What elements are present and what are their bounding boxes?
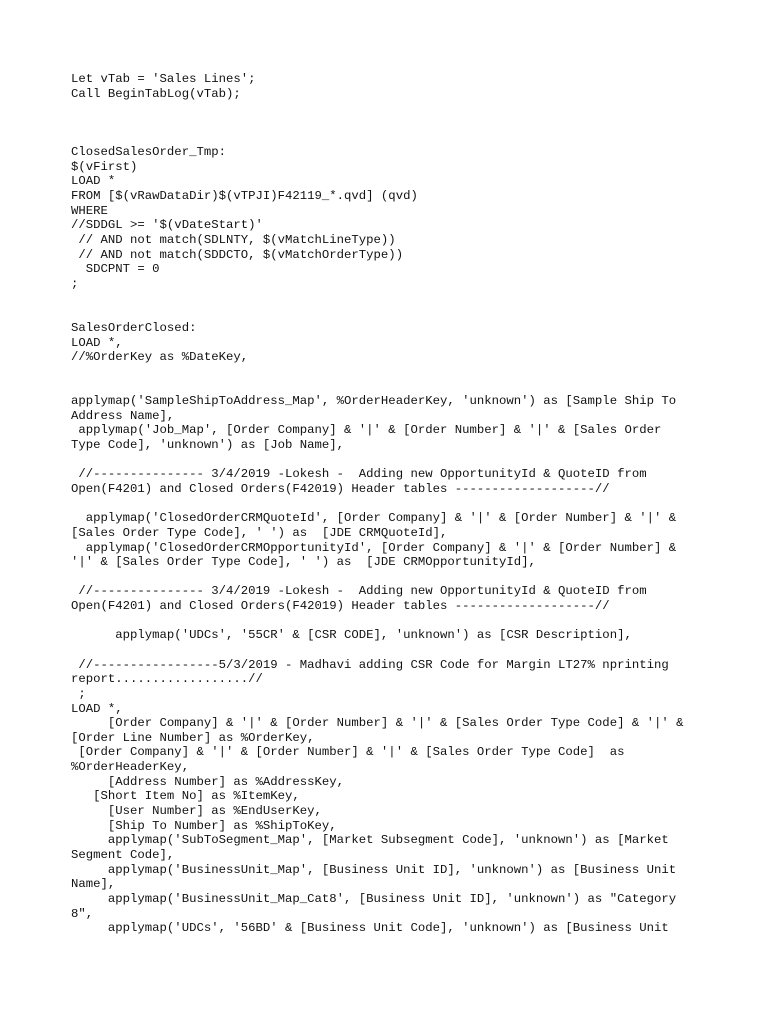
code-line: Let vTab = 'Sales Lines'; [71, 72, 256, 86]
code-line [71, 292, 711, 307]
code-line: LOAD *, [71, 701, 123, 716]
code-line: ; [71, 686, 86, 701]
code-line: [Ship To Number] as %ShipToKey, [71, 818, 337, 833]
code-line: applymap('Job_Map', [Order Company] & '|' & [Order Number] & '|' & [Sales Order [71, 423, 662, 438]
code-line: //SDDGL >= '$(vDateStart)' [71, 218, 263, 233]
code-line: applymap('ClosedOrderCRMQuoteId', [Order Company] & '|' & [Order Number] & '|' & [71, 511, 677, 526]
code-line: Segment Code], [71, 847, 175, 862]
code-line [71, 453, 711, 468]
code-line [71, 643, 711, 658]
code-line: //--------------- 3/4/2019 -Lokesh - Adding new OpportunityId & QuoteID from [71, 584, 647, 599]
code-line: Address Name], [71, 408, 175, 423]
code-line: [Order Company] & '|' & [Order Number] & '|' & [Sales Order Type Code] & '|' & [71, 716, 684, 731]
code-line: [Short Item No] as %ItemKey, [71, 789, 300, 804]
code-line: applymap('UDCs', '56BD' & [Business Unit Code], 'unknown') as [Business Unit [71, 921, 669, 936]
code-line: applymap('BusinessUnit_Map', [Business Unit ID], 'unknown') as [Business Unit [71, 862, 677, 877]
code-line: LOAD * [71, 174, 116, 189]
code-line: applymap('ClosedOrderCRMOpportunityId', [Order Company] & '|' & [Order Number] & [71, 540, 677, 555]
code-line: SDCPNT = 0 [71, 262, 160, 277]
code-line: '|' & [Sales Order Type Code], ' ') as [JDE CRMOpportunityId], [71, 555, 536, 570]
code-line [71, 379, 711, 394]
code-line: SalesOrderClosed: [71, 320, 197, 335]
code-line: [Order Line Number] as %OrderKey, [71, 730, 315, 745]
code-line: WHERE [71, 203, 108, 218]
code-line: Call BeginTabLog(vTab); [71, 86, 241, 101]
code-line [71, 101, 711, 116]
code-line: Name], [71, 877, 116, 892]
code-line: [User Number] as %EndUserKey, [71, 804, 322, 819]
code-document [71, 72, 711, 936]
code-line: [Sales Order Type Code], ' ') as [JDE CRMQuoteId], [71, 525, 448, 540]
code-line: // AND not match(SDDCTO, $(vMatchOrderType)) [71, 247, 404, 262]
code-line: applymap('SampleShipToAddress_Map', %OrderHeaderKey, 'unknown') as [Sample Ship To [71, 394, 677, 409]
code-line: Open(F4201) and Closed Orders(F42019) Header tables -------------------// [71, 599, 610, 614]
code-line: LOAD *, [71, 335, 123, 350]
code-line: 8", [71, 906, 94, 921]
code-line: [Order Company] & '|' & [Order Number] & '|' & [Sales Order Type Code] as [71, 745, 625, 760]
code-line: FROM [$(vRawDataDir)$(vTPJI)F42119_*.qvd] (qvd) [71, 189, 418, 204]
code-line [71, 116, 711, 131]
code-line: report..................// [71, 672, 263, 687]
code-line [71, 131, 711, 146]
code-line: applymap('UDCs', '55CR' & [CSR CODE], 'unknown') as [CSR Description], [71, 628, 632, 643]
code-line [71, 306, 711, 321]
code-line: ClosedSalesOrder_Tmp: [71, 145, 226, 160]
code-line: applymap('SubToSegment_Map', [Market Subsegment Code], 'unknown') as [Market [71, 833, 669, 848]
code-line: %OrderHeaderKey, [71, 760, 190, 775]
code-line [71, 497, 711, 512]
code-line: //-----------------5/3/2019 - Madhavi adding CSR Code for Margin LT27% nprinting [71, 657, 669, 672]
code-line: // AND not match(SDLNTY, $(vMatchLineType)) [71, 233, 396, 248]
code-line: Type Code], 'unknown') as [Job Name], [71, 438, 345, 453]
code-line [71, 614, 711, 629]
code-line: [Address Number] as %AddressKey, [71, 774, 345, 789]
code-line [71, 365, 711, 380]
code-line: $(vFirst) [71, 159, 138, 174]
code-line: ; [71, 276, 79, 291]
code-line [71, 570, 711, 585]
code-line: applymap('BusinessUnit_Map_Cat8', [Business Unit ID], 'unknown') as "Category [71, 891, 677, 906]
code-line: //%OrderKey as %DateKey, [71, 350, 249, 365]
code-line: Open(F4201) and Closed Orders(F42019) Header tables -------------------// [71, 481, 610, 496]
code-line: //--------------- 3/4/2019 -Lokesh - Adding new OpportunityId & QuoteID from [71, 467, 647, 482]
